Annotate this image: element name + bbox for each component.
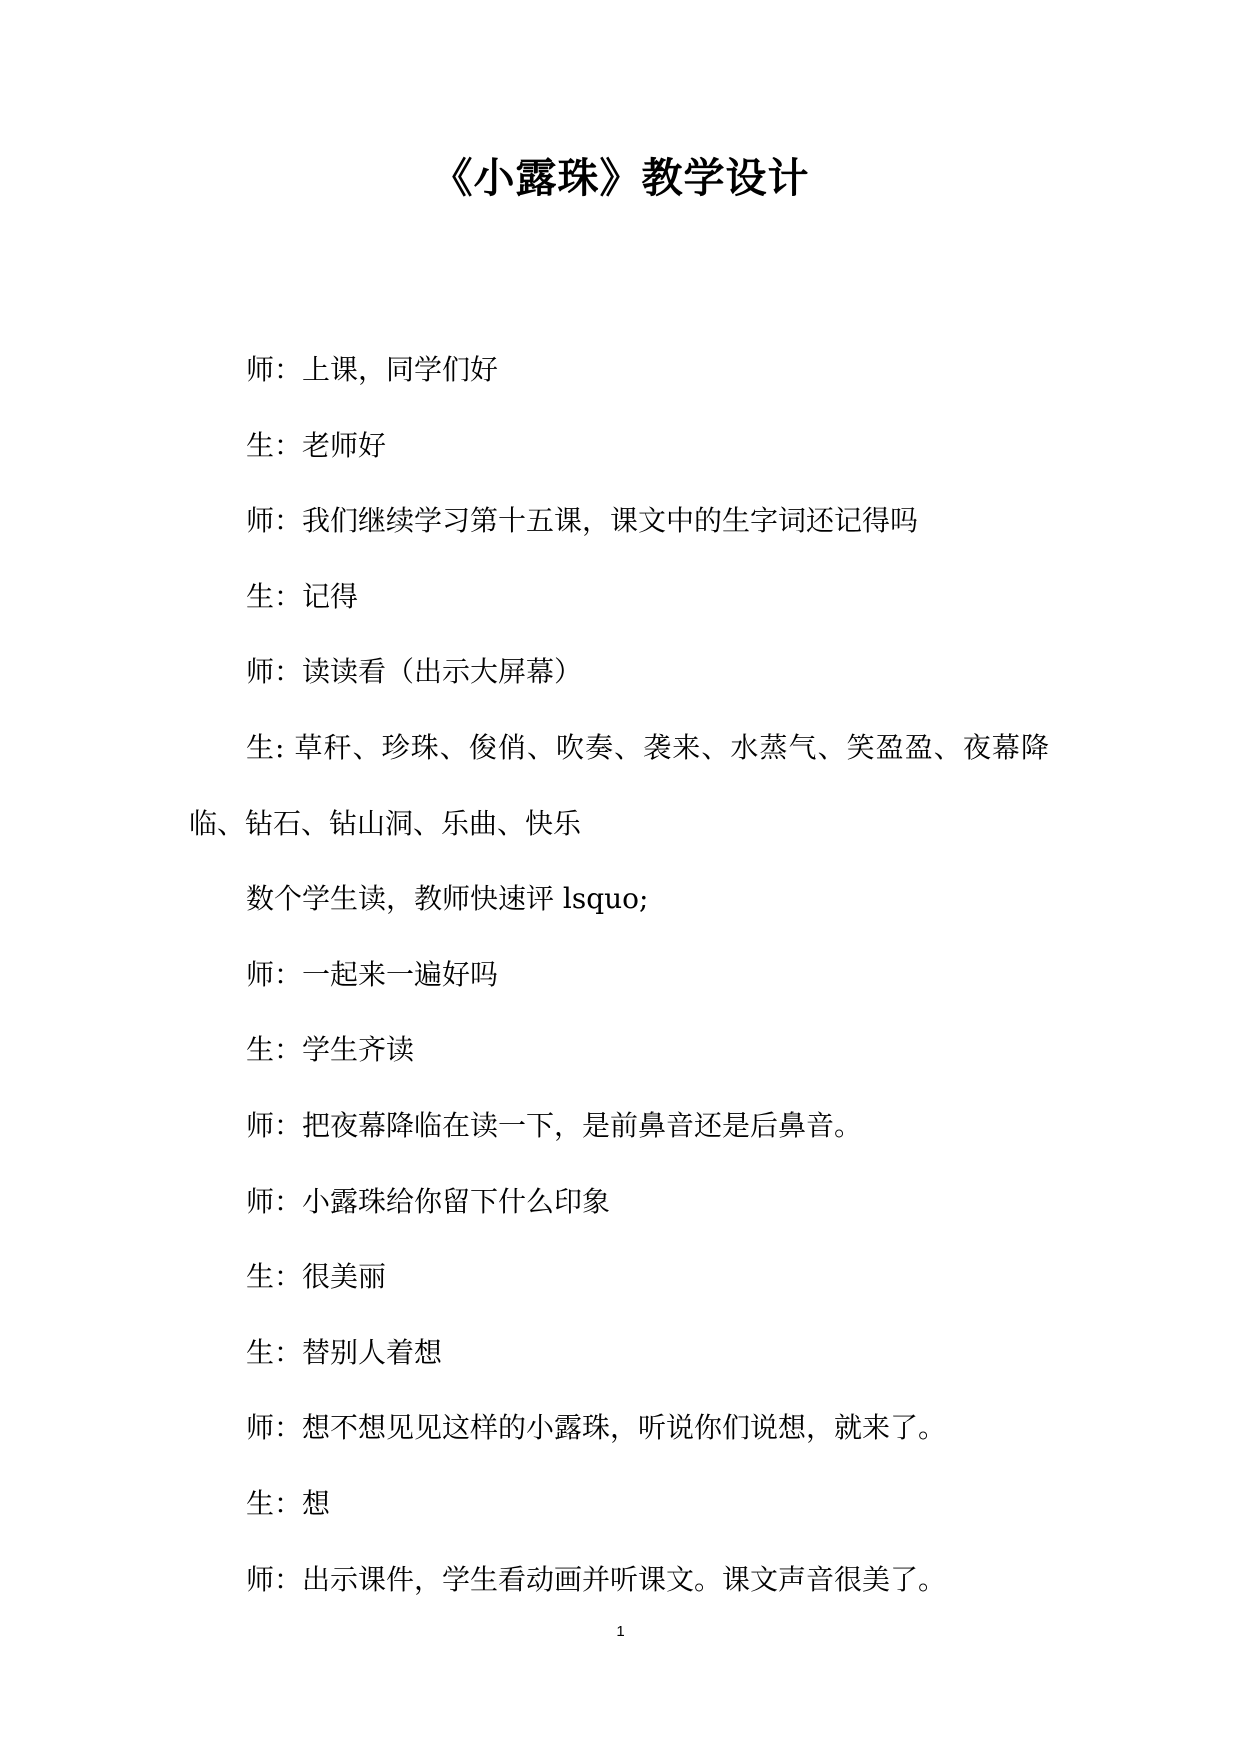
paragraph: 生：学生齐读 [246,1033,415,1067]
document-body [189,332,1049,1617]
document-title: 《小露珠》教学设计 [431,154,810,202]
paragraph: 师：上课，同学们好 [246,353,499,386]
paragraph: 生：很美丽 [246,1260,387,1294]
paragraph: 师：想不想见见这样的小露珠，听说你们说想，就来了。 [246,1411,947,1445]
paragraph: 生：想 [246,1486,331,1520]
paragraph: 师：小露珠给你留下什么印象 [246,1184,611,1218]
paragraph: 师：读读看（出示大屏幕） [246,655,583,689]
paragraph: 数个学生读，教师快速评 lsquo; [246,882,649,916]
paragraph: 生：记得 [246,579,359,613]
paragraph: 师：把夜幕降临在读一下，是前鼻音还是后鼻音。 [246,1108,863,1142]
paragraph: 师：一起来一遍好吗 [246,957,499,991]
paragraph: 生：替别人着想 [246,1335,443,1369]
paragraph: 师：出示课件，学生看动画并听课文。课文声音很美了。 [246,1562,947,1596]
paragraph: 生: 草秆、珍珠、俊俏、吹奏、袭来、水蒸气、笑盈盈、夜幕降临、钻石、钻山洞、乐曲、快乐 [189,730,1049,840]
page-number: 1 [616,1623,625,1640]
paragraph: 生：老师好 [246,428,387,462]
paragraph: 师：我们继续学习第十五课，课文中的生字词还记得吗 [246,504,919,538]
